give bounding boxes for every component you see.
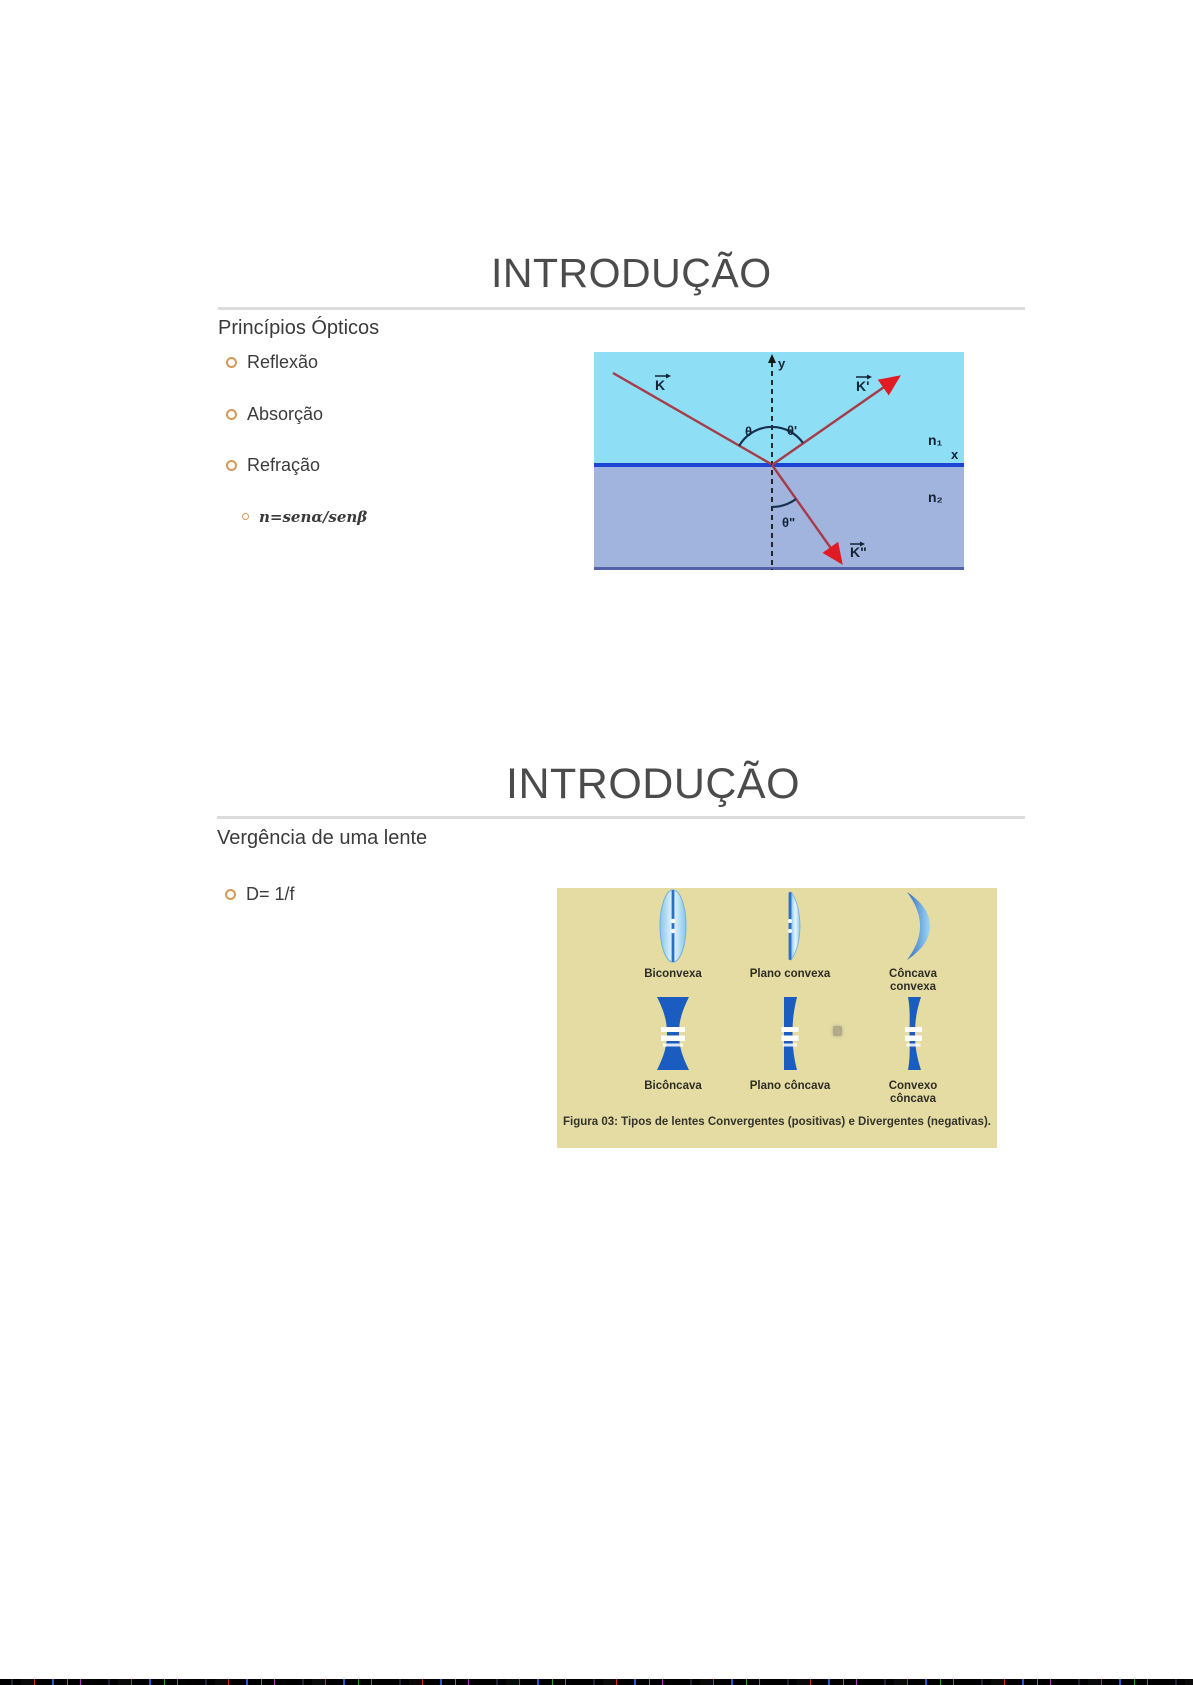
figure-caption: Figura 03: Tipos de lentes Convergentes (positivas) e Divergentes (negativas). [563,1116,991,1128]
bullet-label: Refração [247,455,321,475]
bullet-circle-icon [242,513,249,520]
bullet-item-snell-formula [242,508,367,526]
bullet-label: Absorção [247,404,324,424]
medium2-region [594,465,964,570]
bullet-item-absorcao [226,404,323,425]
lens-label-biconcava: Bicôncava [644,1080,702,1092]
incidence-angle-label: θ [745,424,753,439]
svg-text:K': K' [856,378,870,394]
plano-convex-lens [788,892,800,960]
mouse-cursor-artifact [833,1026,842,1036]
slide1-heading: Princípios Ópticos [218,317,380,339]
lens-label-plano-convexa: Plano convexa [749,968,831,980]
medium1-index-label: n₁ [928,432,943,448]
refraction-angle-label: θ" [782,515,796,530]
slide2-heading: Vergência de uma lente [217,827,428,849]
bullet-circle-icon [225,889,236,900]
medium2-index-label: n₂ [928,489,943,505]
plano-concave-lens [782,997,799,1070]
lens-types-figure [557,888,997,1148]
snell-law-formula: n=senα/senβ [259,508,368,526]
bullet-label: Reflexão [247,352,319,372]
biconcave-lens [657,997,689,1070]
svg-text:K: K [655,377,666,393]
slide2-title: INTRODUÇÃO [506,760,801,808]
bullet-circle-icon [226,460,237,471]
biconvex-lens [660,890,686,962]
video-noise-strip [0,1679,1193,1685]
diagram-bottom-edge [594,567,964,570]
lens-label-plano-concava: Plano côncava [749,1080,831,1092]
slide1-title: INTRODUÇÃO [491,250,772,296]
bullet-item-reflexao [226,352,318,373]
y-axis-label: y [778,356,786,371]
vergence-formula: D= 1/f [246,884,295,904]
lens-label-biconvexa: Biconvexa [644,968,702,980]
refraction-diagram [594,352,964,570]
concave-convex-lens [907,892,930,960]
svg-text:K": K" [850,544,867,560]
lens-label-convexo-concava: Convexo côncava [888,1080,938,1105]
bullet-circle-icon [226,357,237,368]
lens-label-concava-convexa: Côncava convexa [889,968,937,993]
bullet-circle-icon [226,409,237,420]
x-axis-label: x [951,447,959,462]
lens-shapes [557,888,997,1148]
bullet-item-vergencia [225,884,295,905]
reflection-angle-label: θ' [787,423,798,438]
convex-concave-lens [905,997,922,1070]
refracted-vector-label [850,542,867,561]
bullet-item-refracao [226,455,320,476]
slide2-title-divider [217,816,1025,819]
slide1-title-divider [218,307,1025,310]
